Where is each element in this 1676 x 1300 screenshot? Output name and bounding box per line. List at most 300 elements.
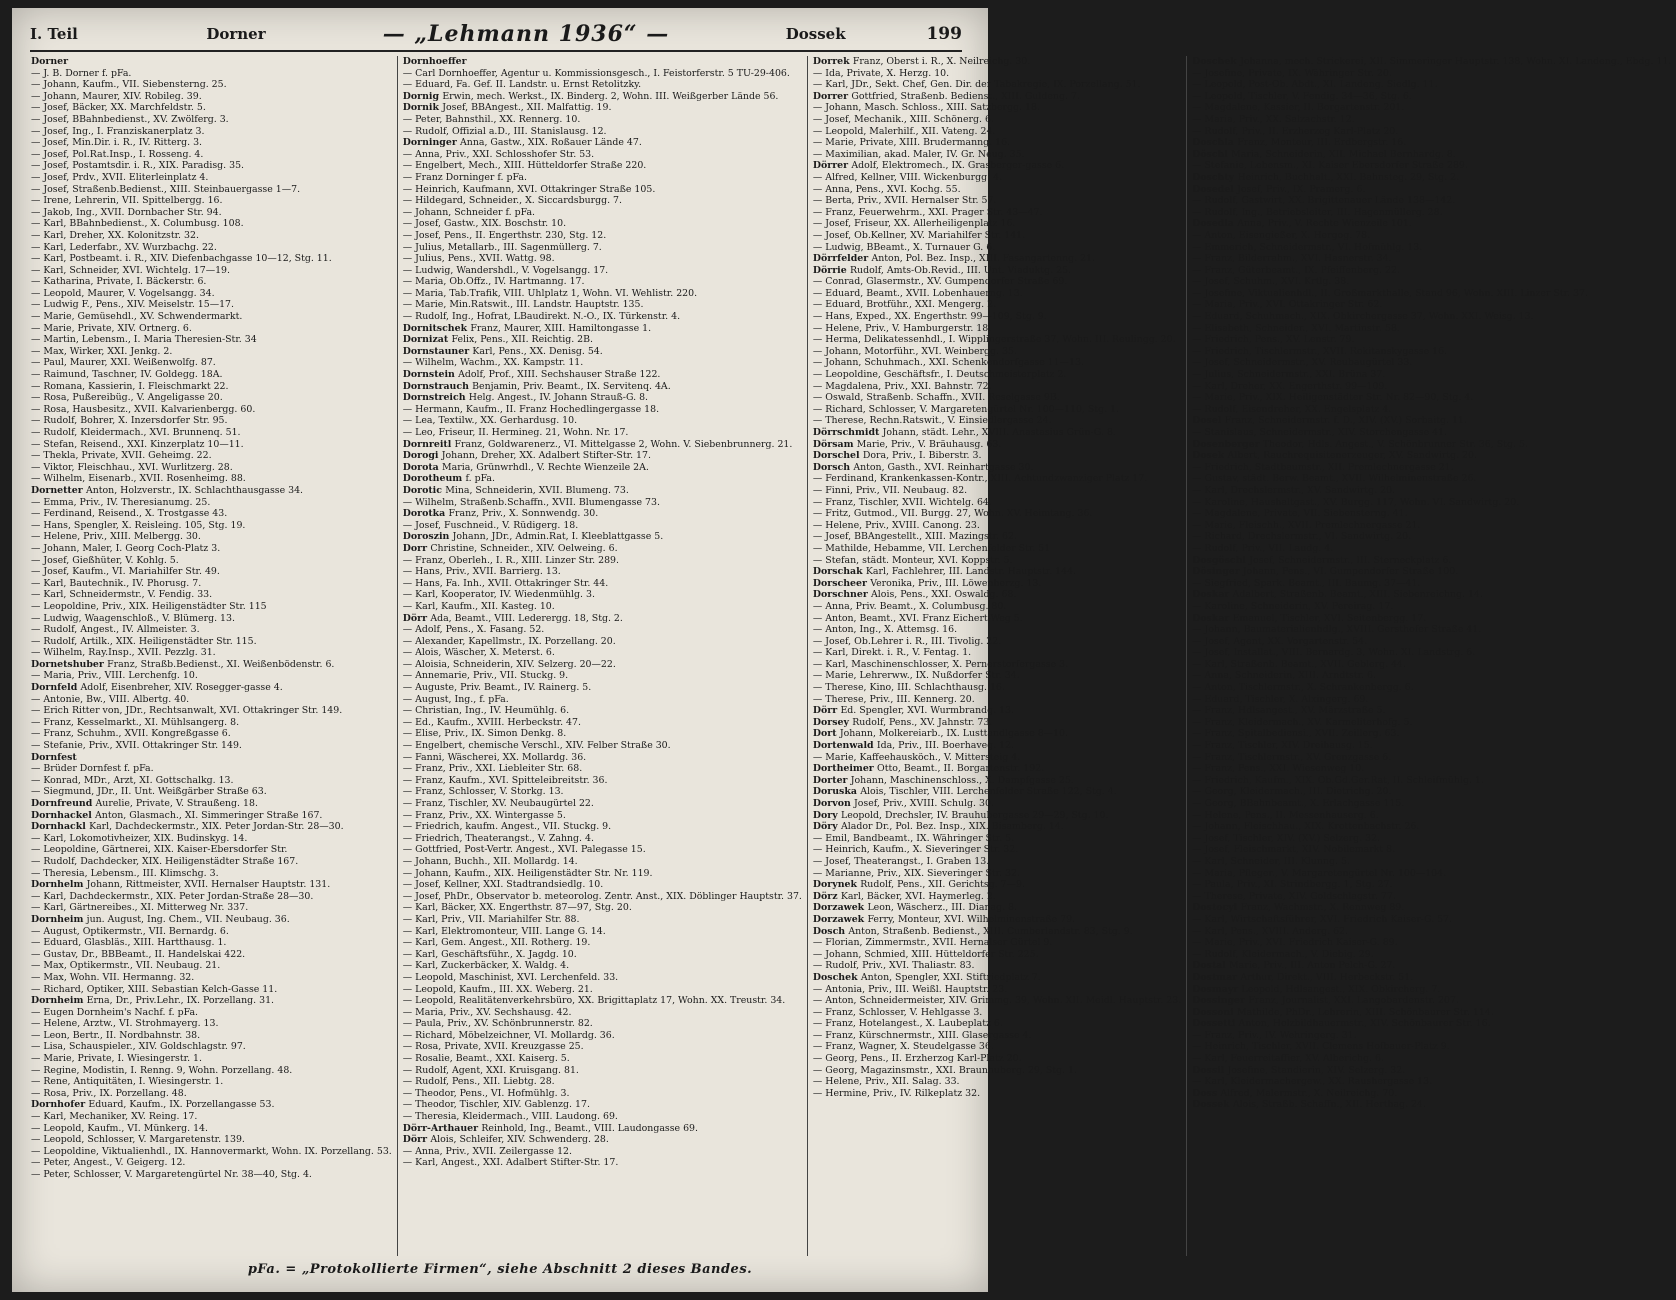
entry-details: — August, Ing., f. pFa. — [402, 693, 509, 705]
directory-entry — [813, 311, 1181, 323]
directory-entry — [403, 821, 802, 833]
entry-details: Benjamin, Priv. Beamt., IX. Servitenq. 4A. — [472, 380, 671, 392]
directory-entry — [1192, 821, 1671, 833]
directory-entry — [31, 265, 392, 277]
directory-entry — [31, 520, 392, 532]
entry-details: — Alfred, Kellner, VIII. Wickenburgg. 4. — [812, 171, 1003, 183]
directory-entry — [31, 1146, 392, 1158]
entry-surname: Doschek — [812, 971, 861, 983]
directory-entry — [813, 601, 1181, 613]
entry-details: — Eduard, Tischler, X. Alxingerg. 69. — [1192, 693, 1369, 705]
directory-entry — [403, 972, 802, 984]
directory-entry — [31, 1076, 392, 1088]
directory-entry — [403, 694, 802, 706]
entry-details: — Franz, Hdlsangest., XV. Märzstraße 5. — [1192, 705, 1386, 717]
directory-entry — [1192, 1065, 1671, 1077]
directory-entry — [813, 879, 1181, 891]
entry-details: — Josef, Agent, XX. Vorgartenstr. 54. — [1192, 635, 1368, 647]
entry-details: — Karl, Maschinenschlosser, X. Pernerstorfergasse 3. — [812, 658, 1069, 670]
entry-surname: Dossinger — [1192, 995, 1249, 1007]
directory-entry — [813, 415, 1181, 427]
directory-entry — [31, 578, 392, 590]
directory-entry — [403, 473, 802, 485]
entry-details: — Franz Dorninger f. pFa. — [402, 171, 527, 183]
entry-surname: Döry — [812, 821, 841, 833]
directory-entry — [813, 265, 1181, 277]
directory-entry — [31, 334, 392, 346]
entry-details: — Hermine, Priv., IV. Rilkeplatz 32. — [812, 1087, 981, 1099]
entry-details: — Josef, Min.Dir. i. R., IV. Ritterg. 3. — [31, 137, 203, 149]
directory-entry — [403, 740, 802, 752]
entry-details: — Karl, Dreher, XX. Kolonitzstr. 32. — [31, 229, 199, 241]
directory-entry — [813, 926, 1181, 938]
entry-details: — Wilhelm, Straßenb.Schaffn., XVII. Blumengasse 73. — [402, 496, 660, 508]
directory-entry — [31, 891, 392, 903]
entry-details: — Rosa, Priv., IX. Porzellang. 48. — [31, 1087, 187, 1099]
directory-entry — [813, 1053, 1181, 1065]
entry-details: — Julius, Metallarb., III. Sagenmüllerg. 7. — [402, 241, 602, 253]
entry-details: — Helene, Arztw., VI. Strohmayerg. 13. — [31, 1018, 219, 1030]
entry-surname: Dorschner — [812, 589, 872, 601]
entry-details: — Rudolf, Dachdecker, XIX. Heiligenstädter Straße 167. — [31, 855, 299, 867]
entry-details: Anton, Pol. Bez. Insp., XIII. Fasangartenng. 21. — [871, 253, 1096, 265]
directory-entry — [813, 253, 1181, 265]
entry-details: — Antonia, Priv., III. Weißl. Hauptstr. 23. — [812, 983, 1008, 995]
entry-details: — Johann, Schneider f. pFa. — [402, 206, 536, 218]
entry-details: — Maria, Ob.Offz., IV. Hartmanng. 17. — [402, 276, 585, 288]
directory-entry — [813, 473, 1181, 485]
entry-details: — Hildegard, Schneider., X. Siccardsburgg. 7. — [402, 195, 622, 207]
entry-details: — Wilhelm, Wachm., XX. Kampstr. 11. — [402, 357, 584, 369]
directory-entry — [31, 1053, 392, 1065]
page-sheet — [12, 8, 1672, 1292]
entry-details: — Marie, Fleischh., XVII. Premlechnergasse 21. — [1192, 519, 1421, 531]
entry-details: — Franz, Priv., XX. Wintergasse 5. — [402, 809, 566, 821]
directory-entry — [1192, 114, 1671, 126]
directory-entry — [31, 601, 392, 613]
entry-surname: Döschl — [1192, 148, 1232, 160]
directory-entry — [813, 659, 1181, 671]
entry-details: Anna, Priv., V. Rechte Wienzeile 101. — [1237, 218, 1412, 230]
entry-details: — Johann, Buchh., XII. Mollardg. 14. — [402, 855, 578, 867]
entry-details: — Marianne, Priv., XIX. Sieveringer Str. 32. — [812, 867, 1020, 879]
directory-entry — [31, 1041, 392, 1053]
entry-details: — Marie, Kaffeehausköch., V. Mittersteig 4. — [812, 751, 1021, 763]
directory-entry — [31, 91, 392, 103]
directory-entry — [31, 415, 392, 427]
entry-details: — Karl, Bautechnik., IV. Phorusg. 7. — [31, 577, 202, 589]
directory-entry — [1192, 357, 1671, 369]
directory-entry — [1192, 149, 1671, 161]
entry-details: — Johann, Maurer, XIV. Robileg. 39. — [31, 90, 202, 102]
directory-entry — [1192, 1007, 1671, 1019]
directory-entry — [813, 705, 1181, 717]
directory-entry — [31, 926, 392, 938]
entry-details: — Ferdinand, Krankenkassen-Kontr., XIII. Achtundzwanziger Platz 17. — [812, 473, 1148, 485]
entry-details: — Leopold, Maschinist, XVI. Lerchenfeld. 33. — [402, 971, 619, 983]
entry-surname: Dortheimer — [812, 763, 878, 775]
directory-entry — [813, 462, 1181, 474]
entry-details: — Emma, Priv., IV. Theresianumg. 25. — [31, 496, 211, 508]
directory-entry — [31, 207, 392, 219]
entry-details: — Josefine, Private, IX. Währinger Str. 20. — [1192, 67, 1392, 79]
entry-details: — Georg, Magazinsmstr., XXI. Braunhuberg. 29, Stg. 1. — [812, 1064, 1077, 1076]
directory-entry — [403, 891, 802, 903]
entry-details: — Franz, Schlosser, V. Hehlgasse 3. — [812, 1006, 983, 1018]
entry-details: — Rosalie, Beamt., XXI. Kaiserg. 5. — [402, 1053, 570, 1065]
entry-details: Marie, Priv., V. Bräuhausg. 63. — [856, 438, 1002, 450]
directory-entry — [1192, 555, 1671, 567]
entry-details: — Anna, Pens., XVI. Kochg. 55. — [812, 183, 961, 195]
directory-entry — [403, 810, 802, 822]
directory-entry — [813, 404, 1181, 416]
directory-entry — [403, 381, 802, 393]
entry-details: — Konrad, MDr., Arzt, XI. Gottschalkg. 13. — [31, 774, 234, 786]
directory-entry — [813, 868, 1181, 880]
entry-surname: Dossoni — [1192, 1006, 1237, 1018]
directory-entry — [813, 172, 1181, 184]
entry-details: — Ludwig, Wandershdl., V. Vogelsangg. 17. — [402, 264, 609, 276]
entry-details: — Josef, Kellner, XXI. Stadtrandsiedlg. 10. — [402, 879, 604, 891]
entry-details: — Franz, Spitalbediensi., XVII. Zeillerg. 63. — [1192, 728, 1400, 740]
directory-entry — [31, 288, 392, 300]
entry-surname: Dostocyl — [1192, 902, 1241, 914]
directory-entry — [31, 369, 392, 381]
entry-details: — Franz, Priv., IV. Wehringerg. 31. — [1192, 1029, 1357, 1041]
entry-details: — Karl, Dachdeckermstr., XIX. Peter Jordan-Straße 28—30. — [31, 890, 314, 902]
entry-details: — Karl, Kleidermachergew., XX. Raushergasse 13. — [1192, 1076, 1433, 1088]
entry-details: — Maria, Pfleger., V. Margaretengürtel Nr. 100—104. — [1192, 867, 1447, 879]
directory-entry — [813, 555, 1181, 567]
entry-details: jun. August, Ing. Chem., VII. Neubaug. 36. — [86, 913, 290, 925]
entry-details: — Ed., Kaufm., XVIII. Herbeckstr. 47. — [402, 716, 581, 728]
entry-details: — Rudolf, Ing., Hofrat, LBaudirekt. N.-O., IX. Türkenstr. 4. — [402, 311, 681, 323]
directory-entry — [31, 682, 392, 694]
entry-details: — Paula, Priv., XV. Schönbrunnerstr. 82. — [402, 1018, 593, 1030]
entry-details: Johann, Pens., VI. Gumpendorfer Straße 100. — [1242, 566, 1459, 578]
entry-surname: Dorrek — [812, 56, 853, 67]
entry-details: — Josef, Friseur, XX. Allerheiligenplatz 16. — [812, 218, 1016, 230]
directory-entry — [813, 914, 1181, 926]
directory-entry — [1192, 137, 1671, 149]
entry-surname: Dorota — [402, 461, 443, 473]
entry-details: — Franz, Kesselmarkt., XI. Mühlsangerg. 8. — [31, 716, 240, 728]
entry-details: Christine, Schneider., XIV. Oelweing. 6. — [430, 542, 618, 554]
entry-details: Leopold, Hdlsangest., XIX. Obkircherg. 7. — [1241, 983, 1441, 995]
directory-entry — [1192, 195, 1671, 207]
directory-entry — [403, 566, 802, 578]
entry-details: — Franz, Feuerwehrm., XXI. Prager Str. 43—47. — [812, 206, 1043, 218]
directory-entry — [1192, 1099, 1671, 1111]
directory-entry — [31, 972, 392, 984]
directory-entry — [31, 137, 392, 149]
entry-details: Ferry, Monteur, XVI. Wilhelminenstraße 79. — [867, 913, 1076, 925]
entry-details: — Hermann, Kaufm., II. Franz Hochedlingergasse 18. — [402, 403, 660, 415]
directory-entry — [1192, 334, 1671, 346]
entry-details: — Jakob, Ing., XVII. Dornbacher Str. 94. — [31, 206, 222, 218]
directory-entry — [31, 937, 392, 949]
entry-details: Alfred, Malermstr., X. Neilreichg. 70. — [1220, 1087, 1398, 1099]
entry-details: — Leopold, Post-Ob. Abdt., XI. Landeng. Siedlg. 11. — [1192, 79, 1438, 91]
entry-details: — Eduard, Glasbläs., XIII. Hartthausg. 1. — [31, 937, 227, 949]
directory-entry — [403, 589, 802, 601]
directory-entry — [1192, 752, 1671, 764]
entry-details: Adalbert, Straßenb. Beamt., XIII. Siebenreichng. 14. — [1232, 589, 1483, 601]
directory-entry — [403, 149, 802, 161]
entry-details: — Johann, Schmied, XIII. Hütteldorfer Str. 225. — [812, 948, 1039, 960]
directory-entry — [813, 891, 1181, 903]
directory-entry — [31, 102, 392, 114]
directory-entry — [813, 775, 1181, 787]
entry-details: Adolf, Eisenbreher, XIV. Rosegger-gasse 4. — [80, 682, 283, 694]
directory-entry — [1192, 589, 1671, 601]
entry-details: Rudolf, Pens., XV. Jahnstr. 73. — [852, 716, 993, 728]
entry-details: — Siegfried, Spark. Beamt., III. Baumg. 37—41. — [1192, 577, 1421, 589]
column-1 — [26, 56, 398, 1256]
entry-details: Eduard, Kaufm., IX. Porzellangasse 53. — [88, 1099, 275, 1111]
entry-details: Erna, Dr., Priv.Lehr., IX. Porzellang. 31. — [86, 995, 275, 1007]
directory-entry — [31, 659, 392, 671]
entry-details: Theodor, Hdls. Angest., V. Schönbrunner Str. 36, Stg. 5. — [1262, 438, 1528, 450]
entry-details: Franz, Maurer, XIII. Hamiltongasse 1. — [470, 322, 652, 334]
entry-details: — Franz, Pens., XXI. Wiesenweg 10. — [1192, 763, 1365, 775]
entry-details: — Georg, Pens., II. Erzherzog Karl-Platz 20. — [812, 1053, 1022, 1065]
directory-entry — [31, 1169, 392, 1181]
entry-details: — Marie, Private, I. Wiesingerstr. 1. — [31, 1053, 202, 1065]
entry-details: — Leopold, Kaufm., III. XX. Weberg. 21. — [402, 983, 593, 995]
directory-entry — [813, 323, 1181, 335]
entry-details: — Rosa, Private, XVII. Kreuzgasse 25. — [402, 1041, 584, 1053]
entry-surname: Dornstreich — [402, 392, 469, 404]
entry-surname: Doschek — [1192, 56, 1241, 67]
directory-entry — [31, 1157, 392, 1169]
directory-entry — [1192, 670, 1671, 682]
directory-entry — [1192, 323, 1671, 335]
entry-surname: Dorogi — [402, 450, 442, 462]
entry-details: — Karl, Priv., VII. Mariahilfer Str. 88. — [402, 913, 580, 925]
column-4 — [1187, 56, 1676, 1256]
entry-details: — Conrad, Glasermstr., XV. Gumpendorfer Straße 69. — [812, 276, 1068, 288]
directory-entry — [1192, 184, 1671, 196]
entry-details: — Anna, Priv. Beamt., X. Columbusg. 80. — [812, 600, 1007, 612]
directory-entry — [31, 427, 392, 439]
directory-entry — [813, 844, 1181, 856]
entry-details: Karl, Dachdeckermstr., XIX. Peter Jordan-Str. 28—30. — [89, 821, 344, 833]
directory-entry — [31, 450, 392, 462]
directory-entry — [1192, 1018, 1671, 1030]
entry-details: Josef, Schneidermstr., III. Sterneckplatz 6. — [1249, 554, 1452, 566]
directory-entry — [813, 346, 1181, 358]
entry-details: — Karl, Straßenb. Beamt., XVII. Geblerg. 44. — [1192, 658, 1406, 670]
entry-details: Dora, Priv., I. Biberstr. 3. — [862, 450, 982, 462]
directory-entry — [403, 914, 802, 926]
directory-entry — [813, 717, 1181, 729]
directory-entry — [403, 102, 802, 114]
directory-entry — [1192, 601, 1671, 613]
directory-entry — [31, 346, 392, 358]
entry-details: Arthur, Direkt., VIII. Herbeckstr. 51. — [1240, 971, 1414, 983]
entry-details: Alois, Tischler, VIII. Lerchenfelder Straße 122, Stg. 4. — [860, 786, 1117, 798]
directory-entry — [813, 160, 1181, 172]
directory-entry — [31, 508, 392, 520]
entry-details: — Adolf, Pens., X. Fasang. 52. — [402, 624, 545, 636]
entry-details: Marie, Priv., III. Anton Pelch-G. 27. — [1229, 960, 1396, 972]
entry-details: Anton, Holzbildhauermstr., XIV. Schönbaurer Str. 16. — [1238, 1018, 1491, 1030]
directory-entry — [813, 960, 1181, 972]
entry-details: Franz, Straßb.Bedienst., XI. Weißenbödenstr. 6. — [107, 658, 335, 670]
directory-entry — [813, 566, 1181, 578]
entry-details: — Leopold, Malerhilf., XII. Vateng. 24. — [812, 125, 996, 137]
directory-entry — [403, 879, 802, 891]
directory-entry — [1192, 740, 1671, 752]
entry-details: — Rudolf, Kleidermach., V. Diebig. 29. — [1192, 948, 1374, 960]
directory-entry — [1192, 763, 1671, 775]
entry-details: Franz, Schneidermstr. f. D., XIV. (XV.) Sorbaitg. 11. — [1224, 415, 1467, 427]
directory-entry — [813, 68, 1181, 80]
directory-entry — [1192, 647, 1671, 659]
entry-details: — Karl, Schneidermstr., V. Fendig. 33. — [31, 589, 213, 601]
entry-details: — Josefine, Viktualienhdl., II. Großmarkthalle, Stand 96, Wohn. XIII. Linzer Str. 37. — [1192, 287, 1588, 299]
entry-details: — Ludwig F., Pens., XIV. Meiselstr. 15—17. — [31, 299, 235, 311]
directory-entry — [31, 218, 392, 230]
entry-details: — Franz, Priv., XXI. Liebleiter Str. 68. — [402, 763, 583, 775]
entry-details: — Peter, Schlosser, V. Margaretengürtel Nr. 38—40, Stg. 4. — [31, 1169, 312, 1180]
directory-entry — [1192, 91, 1671, 103]
entry-details: Alador Dr., Pol. Bez. Insp., XIX. Bisamberg. 14. — [840, 821, 1064, 833]
entry-surname: Dorotheum — [402, 473, 466, 485]
entry-details: — Josef, Fuschneid., V. Rüdigerg. 18. — [402, 519, 579, 531]
directory-entry — [1192, 381, 1671, 393]
entry-details: — Erich Ritter von, JDr., Rechtsanwalt, XVI. Ottakringer Str. 149. — [31, 705, 343, 717]
entry-details: — Karl, Schneider, III. Klunng. 5. — [1192, 855, 1350, 867]
directory-entry — [31, 1123, 392, 1135]
entry-details: — Rudolf, Pens., XII. Liebtg. 28. — [402, 1076, 555, 1088]
entry-details: — Karl, Kaufm., XII. Kasteg. 10. — [402, 600, 555, 612]
directory-entry — [813, 786, 1181, 798]
directory-entry — [1192, 543, 1671, 555]
directory-entry — [31, 1030, 392, 1042]
entry-details: — Josef, Mechanik., XIII. Schönerg. 6. — [812, 113, 994, 125]
directory-entry — [31, 613, 392, 625]
entry-surname: Doss — [1192, 1087, 1221, 1099]
directory-entry — [813, 670, 1181, 682]
entry-details: — Richard, Schlosser, V. Margaretengürtel Nr. 100—110, Stg. 1. — [812, 403, 1119, 415]
directory-entry — [403, 647, 802, 659]
entry-details: — Stefan, Reisend., XXI. Kinzerplatz 10—11. — [31, 438, 244, 450]
directory-entry — [403, 276, 802, 288]
entry-details: — Josef, BBAngestellt., XIII. Mazingstr. 62. — [812, 531, 1017, 543]
entry-details: — Elise, Priv., IX. Simon Denkg. 8. — [402, 728, 567, 740]
directory-entry — [813, 578, 1181, 590]
entry-details: — Josef, Kaufm., VI. Mariahilfer Str. 49. — [31, 566, 220, 578]
entry-details: — Helene, Priv., XVIII. Canong. 23. — [812, 519, 980, 531]
entry-details: — Anton, Ing., X. Attemsg. 16. — [812, 624, 958, 636]
directory-entry — [813, 543, 1181, 555]
directory-entry — [31, 717, 392, 729]
entry-details: Anton, Glasmach., XI. Simmeringer Straße 167. — [95, 809, 323, 821]
entry-surname: Dornhackl — [31, 821, 90, 833]
directory-entry — [813, 56, 1181, 68]
entry-details: — Rudolf, Eisendreher, XX. Engelsplatz 4. — [1192, 403, 1392, 415]
directory-entry — [31, 740, 392, 752]
column-3 — [808, 56, 1187, 1256]
directory-entry — [403, 439, 802, 451]
entry-details: Anna, Gastw., XIX. Roßauer Lände 47. — [460, 137, 642, 149]
entry-surname: Dornfeld — [31, 682, 81, 694]
directory-entry — [813, 589, 1181, 601]
directory-entry — [31, 462, 392, 474]
directory-entry — [403, 763, 802, 775]
directory-entry — [403, 357, 802, 369]
entry-details: Gottfried, Straßenb. Bedienst., XIII. Guldeng. 7. — [851, 90, 1080, 102]
entry-details: — Ferdinand, Reisend., X. Trostgasse 43. — [31, 508, 228, 520]
directory-entry — [31, 763, 392, 775]
entry-details: — Karoline, Haushaltgast., XV. Burgg. 117, Wohn. VI. Sandwirtg. 20. — [1192, 496, 1520, 508]
entry-surname: Dornhofer — [31, 1099, 89, 1111]
directory-entry — [1192, 937, 1671, 949]
directory-entry — [813, 763, 1181, 775]
directory-entry — [813, 230, 1181, 242]
entry-details: Franz, Priv., X. Sonnwendg. 30. — [448, 508, 599, 520]
entry-details: Josefine, Standierin, XIV. Selzerg. 32. — [1227, 1064, 1406, 1076]
entry-details: — Rosa, Pußereibüg., V. Angeligasse 20. — [31, 392, 223, 404]
directory-entry — [1192, 392, 1671, 404]
entry-surname: Dosel — [1192, 415, 1225, 427]
directory-entry — [813, 520, 1181, 532]
directory-entry — [403, 497, 802, 509]
entry-details: Karl, Fachlehrer, III. Landstr. Hauptstr. 144. — [865, 566, 1077, 578]
entry-details: Rudolf, Amts-Ob.Revid., III. Unt. Viaduktg. 25. — [849, 264, 1072, 276]
entry-details: — Katharina, Private, I. Bäckerstr. 6. — [31, 276, 207, 288]
entry-details: — Josef, Postamtsdir. i. R., XIX. Paradisg. 35. — [31, 160, 245, 172]
entry-details: — Alexander, Kapellmstr., IX. Porzellang. 20. — [402, 635, 616, 647]
entry-details: Johann, Rittmeister, XVII. Hernalser Hauptstr. 131. — [86, 879, 331, 891]
entry-surname: Dorsch — [812, 461, 854, 473]
entry-surname: Dory — [812, 809, 841, 821]
entry-surname: Dosedla — [1192, 218, 1238, 230]
directory-entry — [1192, 242, 1671, 254]
directory-entry — [31, 543, 392, 555]
entry-surname: Dorotka — [402, 508, 449, 520]
directory-entry — [403, 91, 802, 103]
directory-entry — [31, 1088, 392, 1100]
directory-entry — [1192, 288, 1671, 300]
entry-details: — Johann, Masch. Schloss., XIII. Satzbergg. 18. — [812, 102, 1040, 114]
directory-entry — [813, 647, 1181, 659]
entry-details: — Franz, Hotelangest., X. Laubeplatz 6. — [812, 1018, 1003, 1030]
entry-surname: Doschla — [1192, 137, 1238, 149]
entry-surname: Dorter — [812, 774, 851, 786]
directory-entry — [403, 265, 802, 277]
entry-details: — Marie, Priv., XVI. Friedrich Kaiser-G. 89. — [1192, 937, 1398, 949]
entry-details: Mathilde, PhDr., Lehrerin, XIII. Schönbaurer Str. 114. — [1237, 1006, 1494, 1018]
entry-details: Johann, Dreher, XX. Adalbert Stifter-Str. 17. — [441, 450, 651, 462]
directory-entry — [813, 299, 1181, 311]
entry-details: — Fanni, Wäscherei, XX. Mollardg. 36. — [402, 751, 587, 763]
entry-details: — Hans, Spengler, X. Reisleing. 105, Stg. 19. — [31, 519, 246, 531]
directory-entry — [31, 404, 392, 416]
entry-details: — Johann, Schuhmach., XXI. Schenkendorfgasse 11—13. — [812, 357, 1084, 369]
entry-details: — Anton, Eisengießer, X. Hergog. 78. — [1192, 229, 1371, 241]
directory-entry — [1192, 613, 1671, 625]
entry-surname: Doruska — [812, 786, 861, 798]
entry-details: — Karl, Lokomotivheizer, XIX. Budinskyg. 14. — [31, 832, 248, 844]
entry-details: — Anna, Priv., XXI. Schlosshofer Str. 53. — [402, 148, 595, 160]
entry-details: — Max, Wohn. VII. Hermanng. 32. — [31, 971, 195, 983]
entry-details: — Franz, Tischler, XIV. Dreihausg. 15. — [1192, 740, 1373, 752]
entry-details: — Therese, Rechn.Ratswit., V. Einsiedlergasse 24. — [812, 415, 1052, 427]
entry-details: — Franz, Tischler, XV. Neubaugürtel 22. — [402, 798, 594, 809]
